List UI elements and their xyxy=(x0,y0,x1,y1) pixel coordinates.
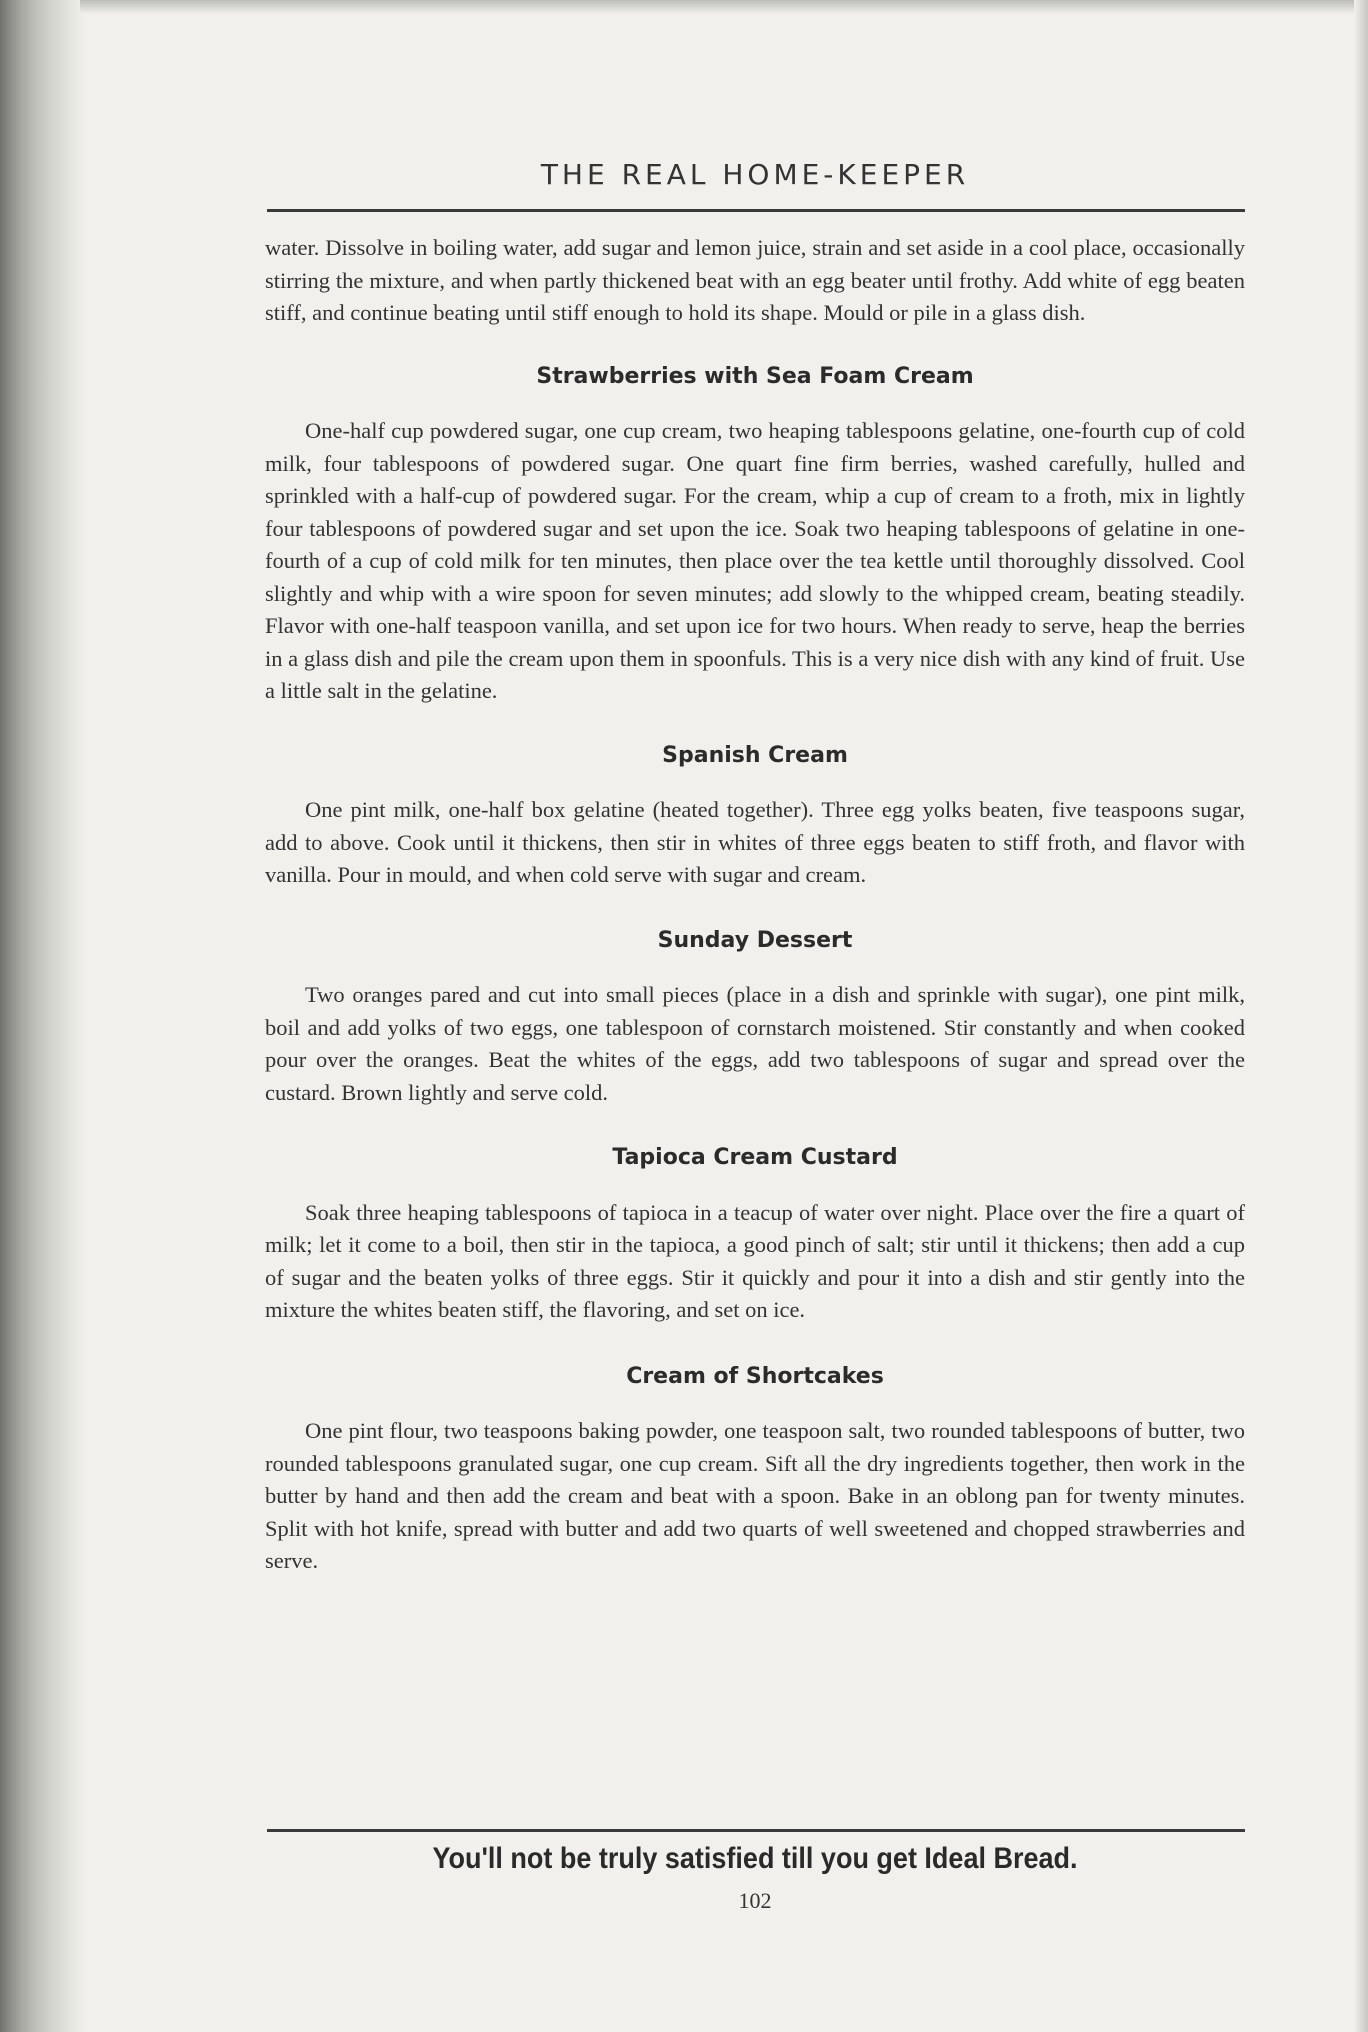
recipe-text: One pint milk, one-half box gelatine (heated together). Three egg yolks beaten, five teaspoons sugar, add to above. Cook until it thickens, then stir in whites of three eggs beaten to stiff froth, and flavor with vanilla. Pour in mould, and when cold serve with sugar and cream. xyxy=(265,797,1245,887)
recipe-title: Tapioca Cream Custard xyxy=(612,1145,898,1170)
recipe-text: One-half cup powdered sugar, one cup cream, two heaping tablespoons gelatine, one-fourth cup of cold milk, four tablespoons of powdered sugar. One quart fine firm berries, washed carefully, hulled and sprinkled with a half-cup of powdered sugar. For the cream, whip a cup of cream to a froth, mix in lightly four tablespoons of powdered sugar and set upon the ice. Soak two heaping tablespoons of gelatine in one-fourth of a cup of cold milk for ten minutes, then place over the tea kettle until thoroughly dissolved. Cool slightly and whip with a wire spoon for seven minutes; add slowly to the whipped cream, beating steadily. Flavor with one-half teaspoon vanilla, and set upon ice for two hours. When ready to serve, heap the berries in a glass dish and pile the cream upon them in spoonfuls. This is a very nice dish with any kind of fruit. Use a little salt in the gelatine. xyxy=(265,418,1245,703)
right-page-edge xyxy=(1354,0,1368,2032)
recipe-title: Strawberries with Sea Foam Cream xyxy=(536,363,974,389)
recipe-text: One pint flour, two teaspoons baking powder, one teaspoon salt, two rounded tablespoons of butter, two rounded tablespoons granulated sugar, one cup cream. Sift all the dry ingredients together, then work in the butter by hand and then add the cream and beat with a spoon. Bake in an oblong pan for twenty minutes. Split with hot knife, spread with butter and add two quarts of well sweetened and chopped strawberries and serve. xyxy=(265,1418,1245,1573)
recipe-title: Spanish Cream xyxy=(662,742,848,768)
footer-rule xyxy=(267,1829,1245,1832)
advertising-slogan: You'll not be truly satisfied till you get Ideal Bread. xyxy=(432,1842,1078,1875)
recipe-text: Soak three heaping tablespoons of tapioca in a teacup of water over night. Place over the fire a quart of milk; let it come to a boil, then stir in the tapioca, a good pinch of salt; stir until it thickens; then add a cup of sugar and the beaten yolks of three eggs. Stir it quickly and pour it into a dish and stir gently into the mixture the whites beaten stiff, the flavoring, and set on ice. xyxy=(265,1199,1245,1322)
recipe-title: Sunday Dessert xyxy=(657,927,853,953)
recipe-title: Cream of Shortcakes xyxy=(626,1363,884,1389)
continuation-paragraph: water. Dissolve in boiling water, add sugar and lemon juice, strain and set aside in a cool place, occasionally stirring the mixture, and when partly thickened beat with an egg beater until frothy. Add white of egg beaten stiff, and continue beating until stiff enough to hold its shape. Mould or pile in a glass dish. xyxy=(265,235,1245,325)
top-page-edge xyxy=(80,0,1368,14)
page-number: 102 xyxy=(738,1888,772,1913)
page-body xyxy=(265,232,1245,1578)
book-spine-shadow xyxy=(0,0,86,2032)
running-head: THE REAL HOME-KEEPER xyxy=(540,158,970,191)
recipe-text: Two oranges pared and cut into small pieces (place in a dish and sprinkle with sugar), one pint milk, boil and add yolks of two eggs, one tablespoon of cornstarch moistened. Stir constantly and when cooked pour over the oranges. Beat the whites of the eggs, add two tablespoons of sugar and spread over the custard. Brown lightly and serve cold. xyxy=(265,982,1245,1105)
header-rule xyxy=(267,209,1245,212)
